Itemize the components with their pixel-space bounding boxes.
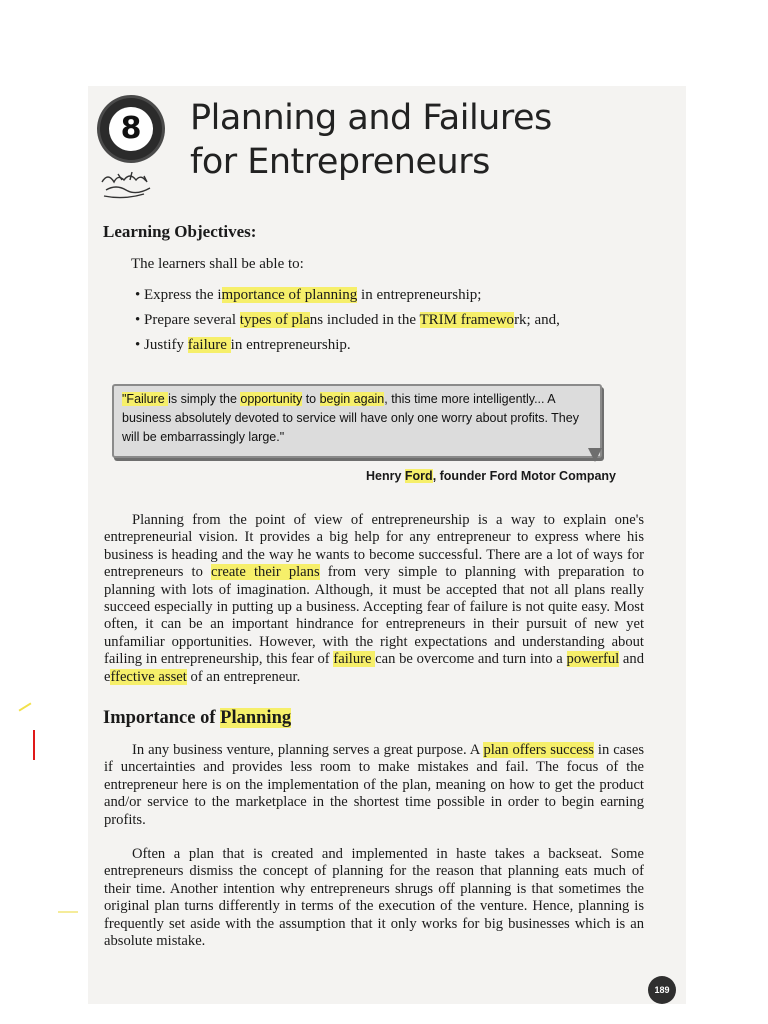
- quote-box: [112, 384, 602, 458]
- chapter-number: 8: [109, 107, 153, 151]
- highlight: failure: [187, 337, 231, 353]
- section-heading: Importance of Planning: [103, 708, 292, 728]
- chapter-title-line2: for Entrepreneurs: [190, 142, 490, 182]
- quote-text: "Failure is simply the opportunity to begin again, this time more intelligently... A business absolutely devoted to service will have only one worry about profits. They will be embarrassingly large.": [122, 392, 579, 444]
- page-number: 189: [648, 976, 676, 1004]
- section-paragraph-1: In any business venture, planning serves a great purpose. A plan offers success in cases if uncertainties and provides less room to make mistakes and fail. The focus of the entrepreneur here is on the implementation of the plan, meaning on how to get the product and/or service to the marketplace in the shortest time possible in order to begin earning profits.: [104, 742, 644, 828]
- chapter-title-line1: Planning and Failures: [190, 98, 552, 138]
- objective-item: • Express the importance of planning in entrepreneurship;: [135, 287, 482, 303]
- highlight: mportance of planning: [221, 287, 358, 303]
- yellow-pen-mark: [19, 702, 32, 711]
- learning-objectives-heading: Learning Objectives:: [103, 222, 257, 241]
- objective-item: • Justify failure in entrepreneurship.: [135, 337, 351, 353]
- section-paragraph-2: Often a plan that is created and implemented in haste takes a backseat. Some entrepreneurs dismiss the concept of planning for the reason that planning eats much of their time. Another intention why entrepreneurs shrugs off planning is that sometimes the original plan turns differently in terms of the execution of the venture. Hence, planning is frequently set aside with the assumption that it only works for big businesses which is an absolute mistake.: [104, 846, 644, 950]
- chapter-number-badge: [100, 98, 162, 160]
- chapter-doodle-icon: [98, 160, 170, 200]
- yellow-pen-mark: [58, 911, 78, 913]
- red-pen-mark: [33, 730, 35, 760]
- learning-objectives-intro: The learners shall be able to:: [131, 256, 304, 272]
- bullet-icon: •: [135, 337, 141, 353]
- highlight: TRIM framewo: [419, 312, 515, 328]
- intro-paragraph: Planning from the point of view of entrepreneurship is a way to explain one's entrepreneurial vision. It provides a big help for any entrepreneur to express where his business is heading and the way he wants to become successful. There are a lot of ways for entrepreneurs to create their plans from very simple to planning with preparation to planning with lots of imagination. Although, it must be accepted that not all plans really succeed especially in putting up a business. Accepting fear of failure is not quite easy. Most often, it can be an important hindrance for entrepreneurs in their pursuit of new yet unfamiliar opportunities. However, with the right expectations and understanding about failing in entrepreneurship, this fear of failure can be overcome and turn into a powerful and effective asset of an entrepreneur.: [104, 512, 645, 685]
- bullet-icon: •: [135, 312, 141, 328]
- objective-item: • Prepare several types of plans included in the TRIM framework; and,: [135, 312, 560, 328]
- quote-attribution: Henry Ford, founder Ford Motor Company: [366, 469, 617, 483]
- chapter-title: [190, 96, 670, 184]
- highlight: types of pla: [239, 312, 310, 328]
- bullet-icon: •: [135, 287, 141, 303]
- quote-tail: [588, 448, 602, 462]
